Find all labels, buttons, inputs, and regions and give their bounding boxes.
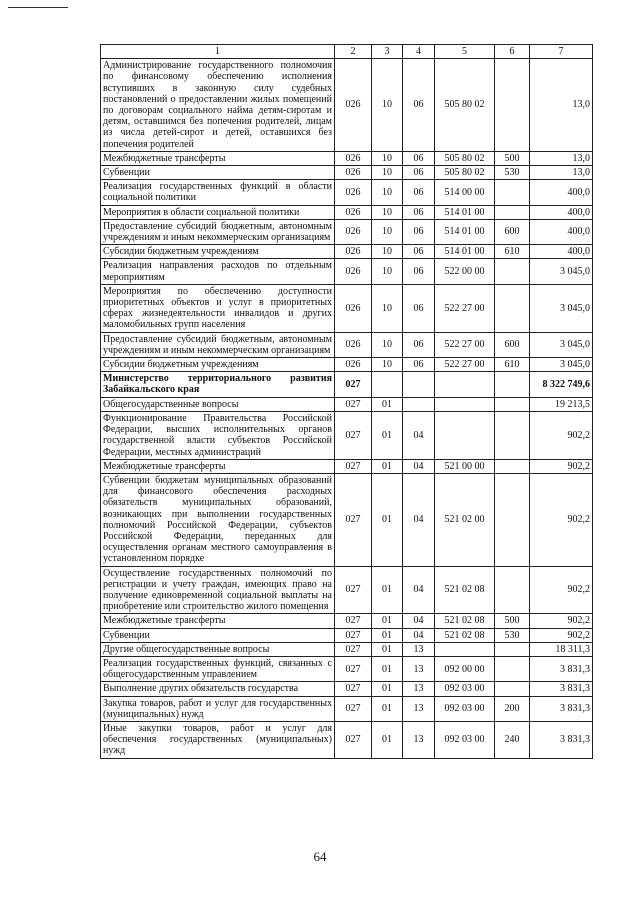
cell-target: 505 80 02 bbox=[435, 59, 495, 152]
cell-type bbox=[495, 473, 530, 566]
cell-subsection: 06 bbox=[403, 332, 435, 357]
cell-type bbox=[495, 259, 530, 284]
cell-section: 10 bbox=[372, 259, 403, 284]
cell-name: Общегосударственные вопросы bbox=[101, 397, 335, 411]
cell-type bbox=[495, 411, 530, 459]
cell-target: 092 03 00 bbox=[435, 682, 495, 696]
cell-ministry: 026 bbox=[335, 284, 372, 332]
cell-amount: 3 045,0 bbox=[530, 332, 593, 357]
cell-section: 01 bbox=[372, 721, 403, 758]
cell-type: 240 bbox=[495, 721, 530, 758]
corner-mark bbox=[8, 7, 68, 8]
cell-target: 514 00 00 bbox=[435, 180, 495, 205]
table-row bbox=[101, 358, 593, 372]
cell-name: Функционирование Правительства Российской Федерации, высших исполнительных органов государственной власти субъектов Российской Федерации, местных администраций bbox=[101, 411, 335, 459]
cell-amount: 13,0 bbox=[530, 59, 593, 152]
cell-subsection: 04 bbox=[403, 566, 435, 614]
cell-name: Межбюджетные трансферты bbox=[101, 614, 335, 628]
cell-amount: 13,0 bbox=[530, 151, 593, 165]
cell-section: 10 bbox=[372, 180, 403, 205]
cell-name: Субвенции бюджетам муниципальных образований для финансового обеспечения расходных обязательств муниципальных образований, возникающих при выполнении государственных полномочий Российской Федерации, субъектов Российской Федерации, переданных для осуществления органам местного самоуправления в установленном порядке bbox=[101, 473, 335, 566]
budget-table bbox=[100, 44, 593, 759]
cell-target bbox=[435, 411, 495, 459]
table-row bbox=[101, 628, 593, 642]
table-row bbox=[101, 642, 593, 656]
cell-section: 01 bbox=[372, 628, 403, 642]
cell-ministry: 026 bbox=[335, 151, 372, 165]
cell-subsection: 13 bbox=[403, 682, 435, 696]
cell-target bbox=[435, 642, 495, 656]
table-row bbox=[101, 332, 593, 357]
cell-subsection: 04 bbox=[403, 614, 435, 628]
table-row bbox=[101, 219, 593, 244]
cell-type bbox=[495, 682, 530, 696]
cell-subsection: 06 bbox=[403, 259, 435, 284]
table-row bbox=[101, 205, 593, 219]
cell-section: 10 bbox=[372, 205, 403, 219]
cell-type bbox=[495, 284, 530, 332]
cell-target: 522 00 00 bbox=[435, 259, 495, 284]
cell-subsection: 06 bbox=[403, 205, 435, 219]
cell-subsection: 06 bbox=[403, 59, 435, 152]
cell-ministry: 027 bbox=[335, 696, 372, 721]
cell-target: 514 01 00 bbox=[435, 205, 495, 219]
cell-section: 01 bbox=[372, 696, 403, 721]
cell-name: Межбюджетные трансферты bbox=[101, 151, 335, 165]
cell-name: Министерство территориального развития Забайкальского края bbox=[101, 372, 335, 397]
cell-subsection: 06 bbox=[403, 180, 435, 205]
cell-amount: 19 213,5 bbox=[530, 397, 593, 411]
cell-type: 200 bbox=[495, 696, 530, 721]
cell-type bbox=[495, 566, 530, 614]
cell-type bbox=[495, 180, 530, 205]
cell-name: Субсидии бюджетным учреждениям bbox=[101, 245, 335, 259]
cell-ministry: 027 bbox=[335, 411, 372, 459]
cell-section bbox=[372, 372, 403, 397]
cell-target: 521 02 08 bbox=[435, 614, 495, 628]
cell-type bbox=[495, 642, 530, 656]
table-row bbox=[101, 59, 593, 152]
cell-amount: 3 831,3 bbox=[530, 656, 593, 681]
cell-amount: 400,0 bbox=[530, 205, 593, 219]
cell-name: Мероприятия по обеспечению доступности приоритетных объектов и услуг в приоритетных сферах жизнедеятельности инвалидов и других маломобильных групп населения bbox=[101, 284, 335, 332]
cell-amount: 3 831,3 bbox=[530, 721, 593, 758]
cell-amount: 902,2 bbox=[530, 614, 593, 628]
cell-ministry: 027 bbox=[335, 628, 372, 642]
cell-section: 01 bbox=[372, 682, 403, 696]
cell-type: 610 bbox=[495, 358, 530, 372]
cell-subsection: 06 bbox=[403, 358, 435, 372]
cell-target: 521 00 00 bbox=[435, 459, 495, 473]
cell-type: 500 bbox=[495, 151, 530, 165]
cell-name: Мероприятия в области социальной политики bbox=[101, 205, 335, 219]
cell-section: 01 bbox=[372, 566, 403, 614]
header-cell: 6 bbox=[495, 45, 530, 59]
cell-target bbox=[435, 397, 495, 411]
cell-name: Другие общегосударственные вопросы bbox=[101, 642, 335, 656]
cell-type bbox=[495, 205, 530, 219]
cell-section: 10 bbox=[372, 358, 403, 372]
cell-section: 10 bbox=[372, 151, 403, 165]
cell-subsection: 04 bbox=[403, 473, 435, 566]
cell-amount: 13,0 bbox=[530, 166, 593, 180]
cell-subsection: 13 bbox=[403, 642, 435, 656]
header-cell: 5 bbox=[435, 45, 495, 59]
cell-target: 514 01 00 bbox=[435, 245, 495, 259]
cell-section: 10 bbox=[372, 332, 403, 357]
cell-type bbox=[495, 656, 530, 681]
cell-type bbox=[495, 397, 530, 411]
cell-ministry: 026 bbox=[335, 259, 372, 284]
cell-subsection: 04 bbox=[403, 459, 435, 473]
table-row bbox=[101, 614, 593, 628]
cell-ministry: 026 bbox=[335, 245, 372, 259]
cell-target: 514 01 00 bbox=[435, 219, 495, 244]
cell-amount: 8 322 749,6 bbox=[530, 372, 593, 397]
cell-section: 01 bbox=[372, 614, 403, 628]
cell-ministry: 027 bbox=[335, 614, 372, 628]
header-cell: 7 bbox=[530, 45, 593, 59]
cell-type: 530 bbox=[495, 166, 530, 180]
cell-target: 522 27 00 bbox=[435, 358, 495, 372]
table-row bbox=[101, 180, 593, 205]
cell-amount: 902,2 bbox=[530, 473, 593, 566]
cell-type: 500 bbox=[495, 614, 530, 628]
cell-section: 01 bbox=[372, 411, 403, 459]
cell-ministry: 027 bbox=[335, 473, 372, 566]
cell-target: 521 02 00 bbox=[435, 473, 495, 566]
cell-amount: 400,0 bbox=[530, 219, 593, 244]
cell-subsection: 06 bbox=[403, 151, 435, 165]
cell-ministry: 027 bbox=[335, 721, 372, 758]
cell-target: 092 03 00 bbox=[435, 721, 495, 758]
cell-amount: 902,2 bbox=[530, 411, 593, 459]
header-cell: 1 bbox=[101, 45, 335, 59]
cell-amount: 400,0 bbox=[530, 245, 593, 259]
cell-section: 01 bbox=[372, 459, 403, 473]
cell-subsection bbox=[403, 372, 435, 397]
cell-subsection: 06 bbox=[403, 245, 435, 259]
cell-subsection bbox=[403, 397, 435, 411]
table-row bbox=[101, 459, 593, 473]
cell-ministry: 027 bbox=[335, 642, 372, 656]
cell-ministry: 027 bbox=[335, 656, 372, 681]
cell-subsection: 13 bbox=[403, 721, 435, 758]
cell-type bbox=[495, 59, 530, 152]
cell-amount: 3 831,3 bbox=[530, 696, 593, 721]
cell-section: 01 bbox=[372, 397, 403, 411]
cell-name: Субвенции bbox=[101, 166, 335, 180]
cell-section: 01 bbox=[372, 642, 403, 656]
table-row bbox=[101, 721, 593, 758]
cell-amount: 400,0 bbox=[530, 180, 593, 205]
cell-ministry: 026 bbox=[335, 205, 372, 219]
table-row bbox=[101, 682, 593, 696]
table-row bbox=[101, 245, 593, 259]
page-number: 64 bbox=[313, 849, 327, 864]
header-cell: 4 bbox=[403, 45, 435, 59]
table-row bbox=[101, 566, 593, 614]
cell-name: Реализация государственных функций в области социальной политики bbox=[101, 180, 335, 205]
cell-name: Иные закупки товаров, работ и услуг для обеспечения государственных (муниципальных) нужд bbox=[101, 721, 335, 758]
table-row bbox=[101, 151, 593, 165]
cell-ministry: 027 bbox=[335, 372, 372, 397]
cell-name: Реализация направления расходов по отдельным мероприятиям bbox=[101, 259, 335, 284]
cell-amount: 3 831,3 bbox=[530, 682, 593, 696]
cell-amount: 902,2 bbox=[530, 628, 593, 642]
cell-section: 01 bbox=[372, 656, 403, 681]
cell-ministry: 026 bbox=[335, 358, 372, 372]
table-row bbox=[101, 259, 593, 284]
cell-target: 521 02 08 bbox=[435, 628, 495, 642]
cell-section: 10 bbox=[372, 219, 403, 244]
cell-ministry: 026 bbox=[335, 332, 372, 357]
table-row bbox=[101, 372, 593, 397]
header-cell: 2 bbox=[335, 45, 372, 59]
table-row bbox=[101, 656, 593, 681]
cell-target: 505 80 02 bbox=[435, 151, 495, 165]
cell-type: 610 bbox=[495, 245, 530, 259]
cell-type bbox=[495, 459, 530, 473]
cell-name: Реализация государственных функций, связанных с общегосударственным управлением bbox=[101, 656, 335, 681]
cell-target: 505 80 02 bbox=[435, 166, 495, 180]
cell-target: 522 27 00 bbox=[435, 284, 495, 332]
cell-name: Предоставление субсидий бюджетным, автономным учреждениям и иным некоммерческим организациям bbox=[101, 332, 335, 357]
cell-name: Выполнение других обязательств государства bbox=[101, 682, 335, 696]
cell-subsection: 06 bbox=[403, 219, 435, 244]
cell-type: 530 bbox=[495, 628, 530, 642]
cell-type bbox=[495, 372, 530, 397]
table-header-row bbox=[101, 45, 593, 59]
header-cell: 3 bbox=[372, 45, 403, 59]
table-row bbox=[101, 473, 593, 566]
cell-name: Осуществление государственных полномочий по регистрации и учету граждан, имеющих право на получение единовременной социальной выплаты на приобретение или строительство жилого помещения bbox=[101, 566, 335, 614]
table-row bbox=[101, 696, 593, 721]
cell-ministry: 026 bbox=[335, 59, 372, 152]
cell-subsection: 04 bbox=[403, 411, 435, 459]
cell-amount: 3 045,0 bbox=[530, 284, 593, 332]
cell-target: 521 02 08 bbox=[435, 566, 495, 614]
cell-amount: 3 045,0 bbox=[530, 358, 593, 372]
cell-amount: 902,2 bbox=[530, 566, 593, 614]
cell-ministry: 026 bbox=[335, 219, 372, 244]
cell-name: Администрирование государственного полномочия по финансовому обеспечению исполнения вступивших в законную силу судебных постановлений о предоставлении жилых помещений по договорам социального найма детям-сиротам и детям, оставшимся без попечения родителей, лицам из числа детей-сирот и детей, оставшихся без попечения родителей bbox=[101, 59, 335, 152]
table-row bbox=[101, 284, 593, 332]
cell-name: Предоставление субсидий бюджетным, автономным учреждениям и иным некоммерческим организациям bbox=[101, 219, 335, 244]
cell-name: Субсидии бюджетным учреждениям bbox=[101, 358, 335, 372]
cell-subsection: 13 bbox=[403, 656, 435, 681]
cell-name: Межбюджетные трансферты bbox=[101, 459, 335, 473]
cell-type: 600 bbox=[495, 219, 530, 244]
cell-section: 10 bbox=[372, 166, 403, 180]
cell-ministry: 027 bbox=[335, 459, 372, 473]
cell-target: 092 00 00 bbox=[435, 656, 495, 681]
cell-name: Закупка товаров, работ и услуг для государственных (муниципальных) нужд bbox=[101, 696, 335, 721]
cell-amount: 18 311,3 bbox=[530, 642, 593, 656]
cell-section: 10 bbox=[372, 59, 403, 152]
table-row bbox=[101, 166, 593, 180]
cell-subsection: 06 bbox=[403, 284, 435, 332]
cell-section: 10 bbox=[372, 284, 403, 332]
cell-amount: 902,2 bbox=[530, 459, 593, 473]
cell-target: 092 03 00 bbox=[435, 696, 495, 721]
cell-section: 10 bbox=[372, 245, 403, 259]
cell-subsection: 04 bbox=[403, 628, 435, 642]
cell-ministry: 027 bbox=[335, 397, 372, 411]
cell-type: 600 bbox=[495, 332, 530, 357]
cell-ministry: 026 bbox=[335, 166, 372, 180]
cell-ministry: 027 bbox=[335, 566, 372, 614]
cell-ministry: 026 bbox=[335, 180, 372, 205]
cell-section: 01 bbox=[372, 473, 403, 566]
table-row bbox=[101, 411, 593, 459]
table-row bbox=[101, 397, 593, 411]
cell-amount: 3 045,0 bbox=[530, 259, 593, 284]
cell-name: Субвенции bbox=[101, 628, 335, 642]
cell-ministry: 027 bbox=[335, 682, 372, 696]
cell-subsection: 13 bbox=[403, 696, 435, 721]
cell-target bbox=[435, 372, 495, 397]
table-body bbox=[101, 45, 593, 759]
cell-target: 522 27 00 bbox=[435, 332, 495, 357]
cell-subsection: 06 bbox=[403, 166, 435, 180]
